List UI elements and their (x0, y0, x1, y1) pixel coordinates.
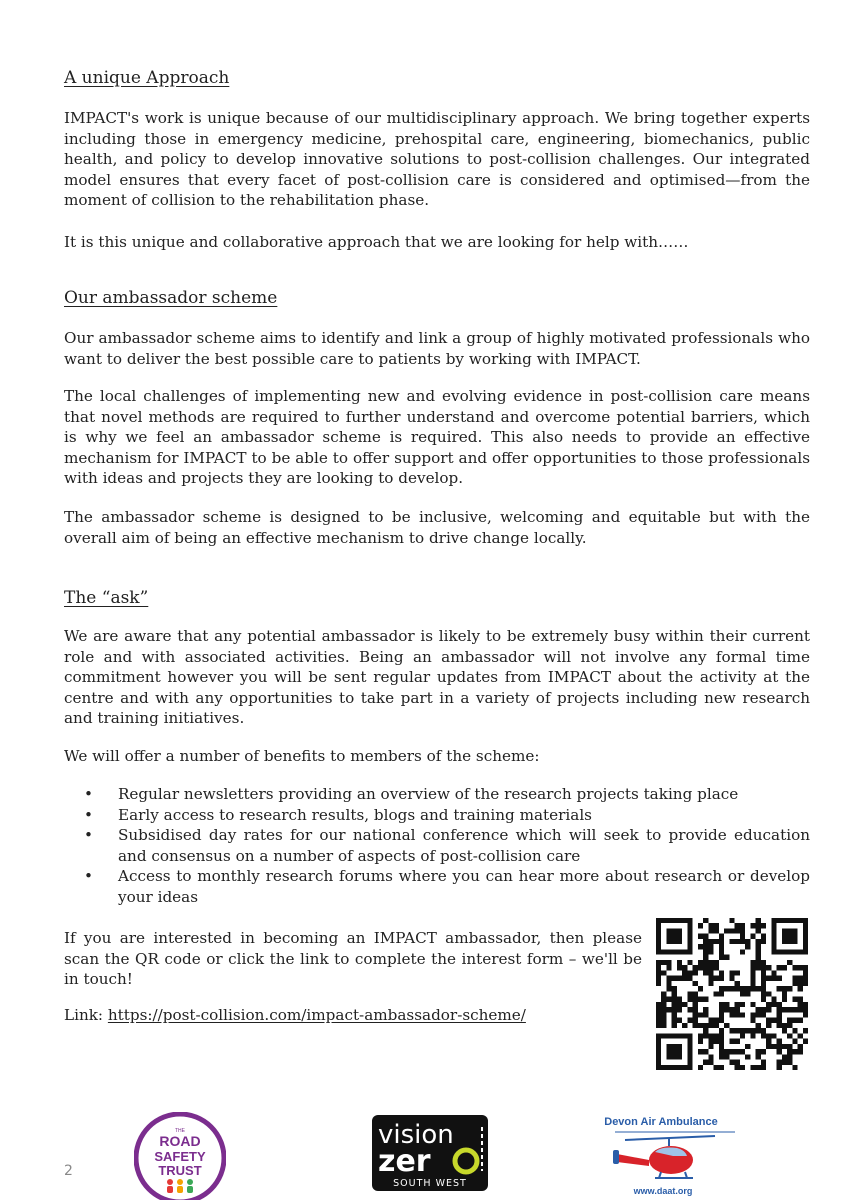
link-line (64, 1006, 526, 1024)
heading-unique-approach: A unique Approach (64, 68, 230, 88)
ambassador-paragraph-3: The ambassador scheme is designed to be inclusive, welcoming and equitable but with the overall aim of being an effective mechanism to drive change locally. (64, 508, 810, 547)
helicopter-icon (613, 1136, 715, 1178)
benefits-list (64, 784, 810, 908)
list-item: • Early access to research results, blogs and training materials (84, 805, 592, 824)
ambassador-paragraph-1: Our ambassador scheme aims to identify and link a group of highly motivated professionals who want to deliver the best possible care to patients by working with IMPACT. (64, 329, 810, 368)
rst-trust-text: TRUST (158, 1163, 202, 1178)
rst-safety-text: SAFETY (154, 1149, 206, 1164)
qr-code[interactable] (656, 918, 808, 1070)
list-item: • Subsidised day rates for our national conference which will seek to provide education and consensus on a number of aspects of post-collision care (84, 826, 810, 865)
bullet-marker: • (84, 805, 93, 824)
link-label: Link: (64, 1006, 104, 1024)
ask-paragraph: We are aware that any potential ambassador is likely to be extremely busy within their current role and with associated activities. Being an ambassador will not involve any formal time commitment however you will be sent regular updates from IMPACT about the activity at the centre and with any opportunities to take part in a variety of projects including new research and training initiatives. (64, 627, 810, 728)
daa-title-text: Devon Air Ambulance (604, 1116, 718, 1128)
approach-paragraph: IMPACT's work is unique because of our multidisciplinary approach. We bring together experts including those in emergency medicine, prehospital care, engineering, biomechanics, public health, and policy to develop innovative solutions to post-collision challenges. Our integrated model ensures that every facet of post-collision care is considered and optimised—from the moment of collision to the rehabilitation phase. (64, 109, 810, 210)
heading-ambassador-scheme: Our ambassador scheme (64, 288, 278, 308)
vz-vision-text: vision (378, 1120, 454, 1150)
page-number: 2 (64, 1163, 73, 1179)
rst-people-icon (167, 1179, 193, 1193)
ambassador-scheme-link[interactable]: https://post-collision.com/impact-ambassador-scheme/ (107, 1006, 526, 1024)
daa-url-text: www.daat.org (633, 1186, 693, 1196)
rst-road-text: ROAD (159, 1133, 201, 1149)
ambassador-paragraph-2: The local challenges of implementing new and evolving evidence in post-collision care means that novel methods are required to further understand and overcome potential barriers, which is why we feel an ambassador scheme is required. This also needs to provide an effective mechanism for IMPACT to be able to offer support and offer opportunities to those professionals with ideas and projects they are looking to develop. (64, 387, 810, 488)
road-safety-trust-logo (134, 1112, 226, 1200)
heading-the-ask: The “ask” (64, 588, 149, 608)
approach-followup: It is this unique and collaborative approach that we are looking for help with…… (64, 233, 689, 251)
bullet-marker: • (84, 826, 93, 845)
vz-south-west-text: SOUTH WEST (393, 1178, 467, 1189)
bullet-marker: • (84, 785, 93, 803)
vz-zero-text: zer (378, 1144, 431, 1179)
list-item: • Access to monthly research forums where you can hear more about research or develop your ideas (84, 867, 810, 906)
vision-zero-south-west-logo (370, 1113, 490, 1193)
rst-the-text: THE (175, 1128, 185, 1134)
devon-air-ambulance-logo (595, 1110, 745, 1200)
interest-paragraph: If you are interested in becoming an IMPACT ambassador, then please scan the QR code or click the link to complete the interest form – we'll be in touch! (64, 929, 642, 989)
list-item: • Regular newsletters providing an overview of the research projects taking place (84, 785, 739, 803)
bullet-marker: • (84, 867, 93, 886)
benefits-intro: We will offer a number of benefits to members of the scheme: (64, 747, 540, 765)
